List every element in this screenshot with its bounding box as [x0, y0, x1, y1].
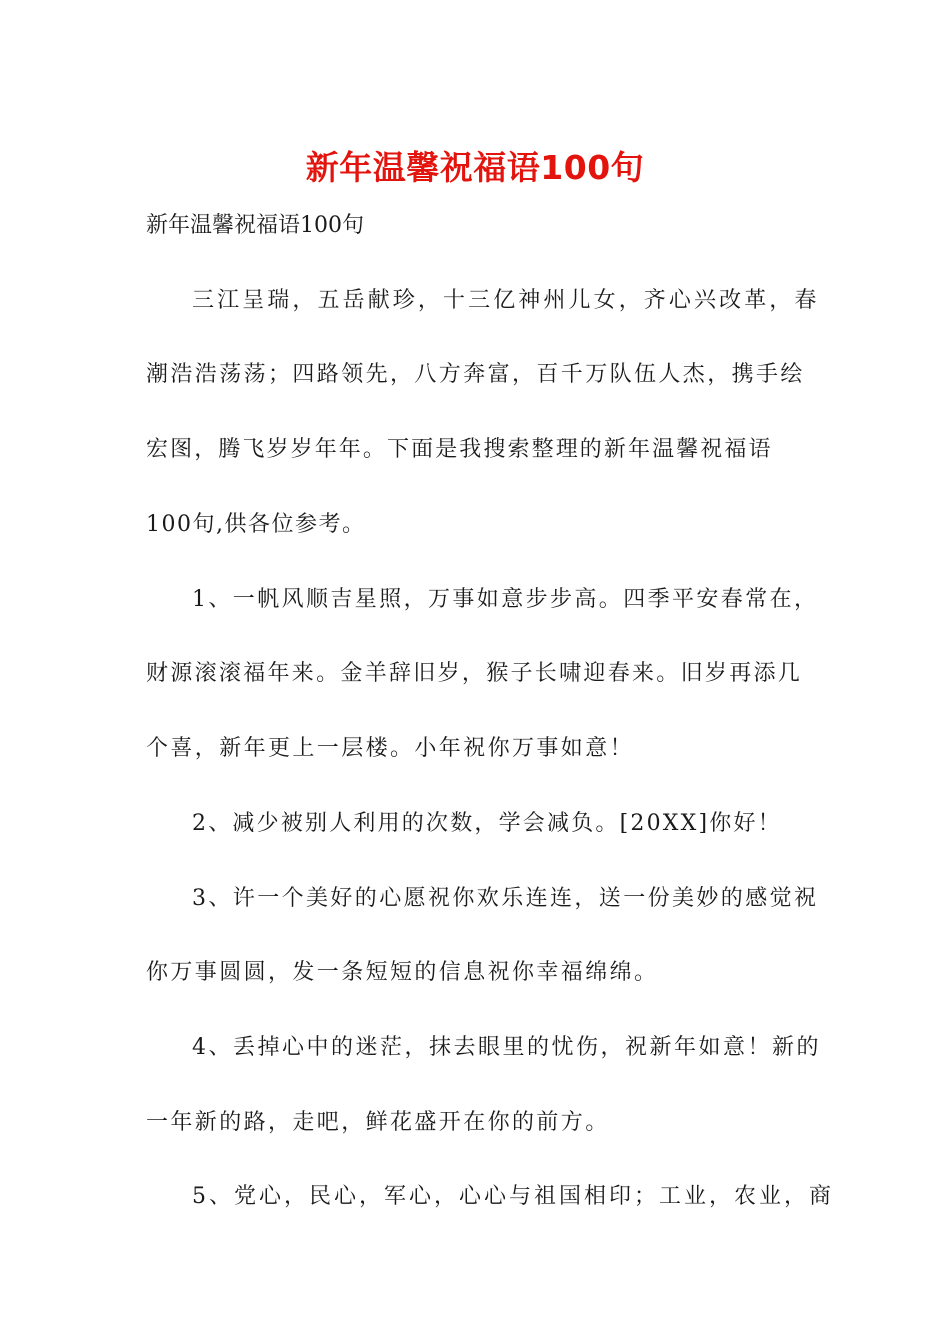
- item-1-line-3: 个喜，新年更上一层楼。小年祝你万事如意！: [146, 736, 635, 761]
- item-4-line-2: 一年新的路，走吧，鲜花盛开在你的前方。: [146, 1110, 610, 1135]
- item-5-line-1: 5、党心，民心，军心，心心与祖国相印；工业，农业，商: [192, 1184, 834, 1209]
- intro-line-1: 三江呈瑞，五岳献珍，十三亿神州儿女，齐心兴改革，春: [192, 288, 820, 313]
- document-subtitle: 新年温馨祝福语100句: [146, 213, 364, 238]
- item-4-line-1: 4、丢掉心中的迷茫，抹去眼里的忧伤，祝新年如意！新的: [192, 1035, 821, 1060]
- item-1-line-1: 1、一帆风顺吉星照，万事如意步步高。四季平安春常在，: [192, 587, 819, 612]
- intro-line-2: 潮浩浩荡荡；四路领先，八方奔富，百千万队伍人杰，携手绘: [146, 362, 805, 387]
- intro-line-3: 宏图，腾飞岁岁年年。下面是我搜索整理的新年温馨祝福语: [146, 437, 773, 462]
- item-3-line-2: 你万事圆圆，发一条短短的信息祝你幸福绵绵。: [146, 960, 659, 985]
- document-title: 新年温馨祝福语100句: [305, 148, 645, 187]
- item-2-line-1: 2、减少被别人利用的次数，学会减负。[20XX]你好！: [192, 811, 782, 836]
- intro-line-4: 100句,供各位参考。: [146, 512, 366, 537]
- item-3-line-1: 3、许一个美好的心愿祝你欢乐连连，送一份美妙的感觉祝: [192, 886, 819, 911]
- item-1-line-2: 财源滚滚福年来。金羊辞旧岁，猴子长啸迎春来。旧岁再添几: [146, 661, 803, 686]
